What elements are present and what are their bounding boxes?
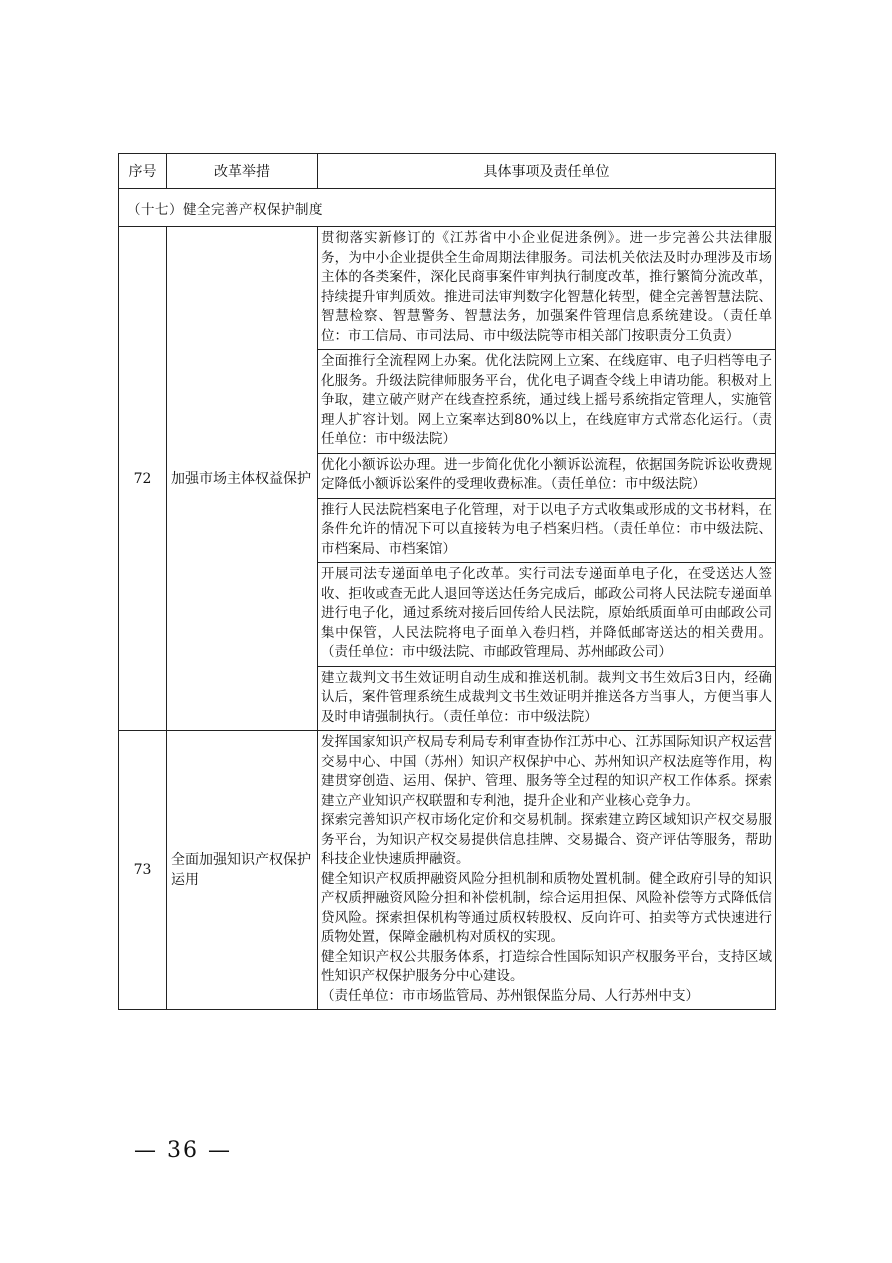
page-number: — 36 — [134, 1138, 232, 1163]
reform-measures-table [118, 153, 776, 1010]
row-number: 73 [119, 731, 167, 1010]
detail-cell: 贯彻落实新修订的《江苏省中小企业促进条例》。进一步完善公共法律服务，为中小企业提供全生命周期法律服务。司法机关依法及时办理涉及市场主体的各类案件，深化民商事案件审判执行制度改革，推行繁简分流改革，持续提升审判质效。推进司法审判数字化智慧化转型，健全完善智慧法院、智慧检察、智慧警务、智慧法务，加强案件管理信息系统建设。（责任单位：市工信局、市司法局、市中级法院等市相关部门按职责分工负责） [318, 227, 776, 350]
header-measure: 改革举措 [167, 154, 318, 189]
detail-paragraph: 发挥国家知识产权局专利局专利审查协作江苏中心、江苏国际知识产权运营交易中心、中国（苏州）知识产权保护中心、苏州知识产权法庭等作用，构建贯穿创造、运用、保护、管理、服务等全过程的知识产权工作体系。探索建立产业知识产权联盟和专利池，提升企业和产业核心竞争力。 [321, 734, 772, 809]
table-header-row [119, 154, 776, 189]
section-title: （十七）健全完善产权保护制度 [119, 189, 776, 227]
detail-paragraph: 健全知识产权质押融资风险分担机制和质物处置机制。健全政府引导的知识产权质押融资风险分担和补偿机制，综合运用担保、风险补偿等方式降低信贷风险。探索担保机构等通过质权转股权、反向许可、拍卖等方式快速进行质物处置，保障金融机构对质权的实现。 [321, 870, 772, 945]
section-row [119, 189, 776, 227]
detail-cell [318, 731, 776, 1010]
detail-cell: 全面推行全流程网上办案。优化法院网上立案、在线庭审、电子归档等电子化服务。升级法院律师服务平台，优化电子调查令线上申请功能。积极对上争取，建立破产财产在线查控系统，通过线上摇号系统指定管理人，实施管理人扩容计划。网上立案率达到80%以上，在线庭审方式常态化运行。（责任单位：市中级法院） [318, 350, 776, 454]
header-detail: 具体事项及责任单位 [318, 154, 776, 189]
detail-paragraph: 探索完善知识产权市场化定价和交易机制。探索建立跨区域知识产权交易服务平台，为知识产权交易提供信息挂牌、交易撮合、资产评估等服务，帮助科技企业快速质押融资。 [321, 812, 772, 867]
detail-cell: 开展司法专递面单电子化改革。实行司法专递面单电子化，在受送达人签收、拒收或查无此人退回等送达任务完成后，邮政公司将人民法院专递面单进行电子化，通过系统对接后回传给人民法院，原始纸质面单可由邮政公司集中保管，人民法院将电子面单入卷归档，并降低邮寄送达的相关费用。（责任单位：市中级法院、市邮政管理局、苏州邮政公司） [318, 563, 776, 667]
detail-cell: 推行人民法院档案电子化管理，对于以电子方式收集或形成的文书材料，在条件允许的情况下可以直接转为电子档案归档。（责任单位：市中级法院、市档案局、市档案馆） [318, 498, 776, 563]
header-no: 序号 [119, 154, 167, 189]
detail-paragraph: （责任单位：市市场监管局、苏州银保监分局、人行苏州中支） [321, 987, 699, 1004]
table-row [119, 731, 776, 1010]
detail-paragraph: 健全知识产权公共服务体系，打造综合性国际知识产权服务平台，支持区域性知识产权保护服务分中心建设。 [321, 948, 772, 984]
row-measure: 全面加强知识产权保护运用 [167, 731, 318, 1010]
row-number: 72 [119, 227, 167, 731]
row-measure: 加强市场主体权益保护 [167, 227, 318, 731]
detail-cell: 建立裁判文书生效证明自动生成和推送机制。裁判文书生效后3日内，经确认后，案件管理系统生成裁判文书生效证明并推送各方当事人，方便当事人及时申请强制执行。（责任单位：市中级法院） [318, 666, 776, 731]
detail-cell: 优化小额诉讼办理。进一步简化优化小额诉讼流程，依据国务院诉讼收费规定降低小额诉讼案件的受理收费标准。（责任单位：市中级法院） [318, 453, 776, 498]
table-row [119, 227, 776, 350]
